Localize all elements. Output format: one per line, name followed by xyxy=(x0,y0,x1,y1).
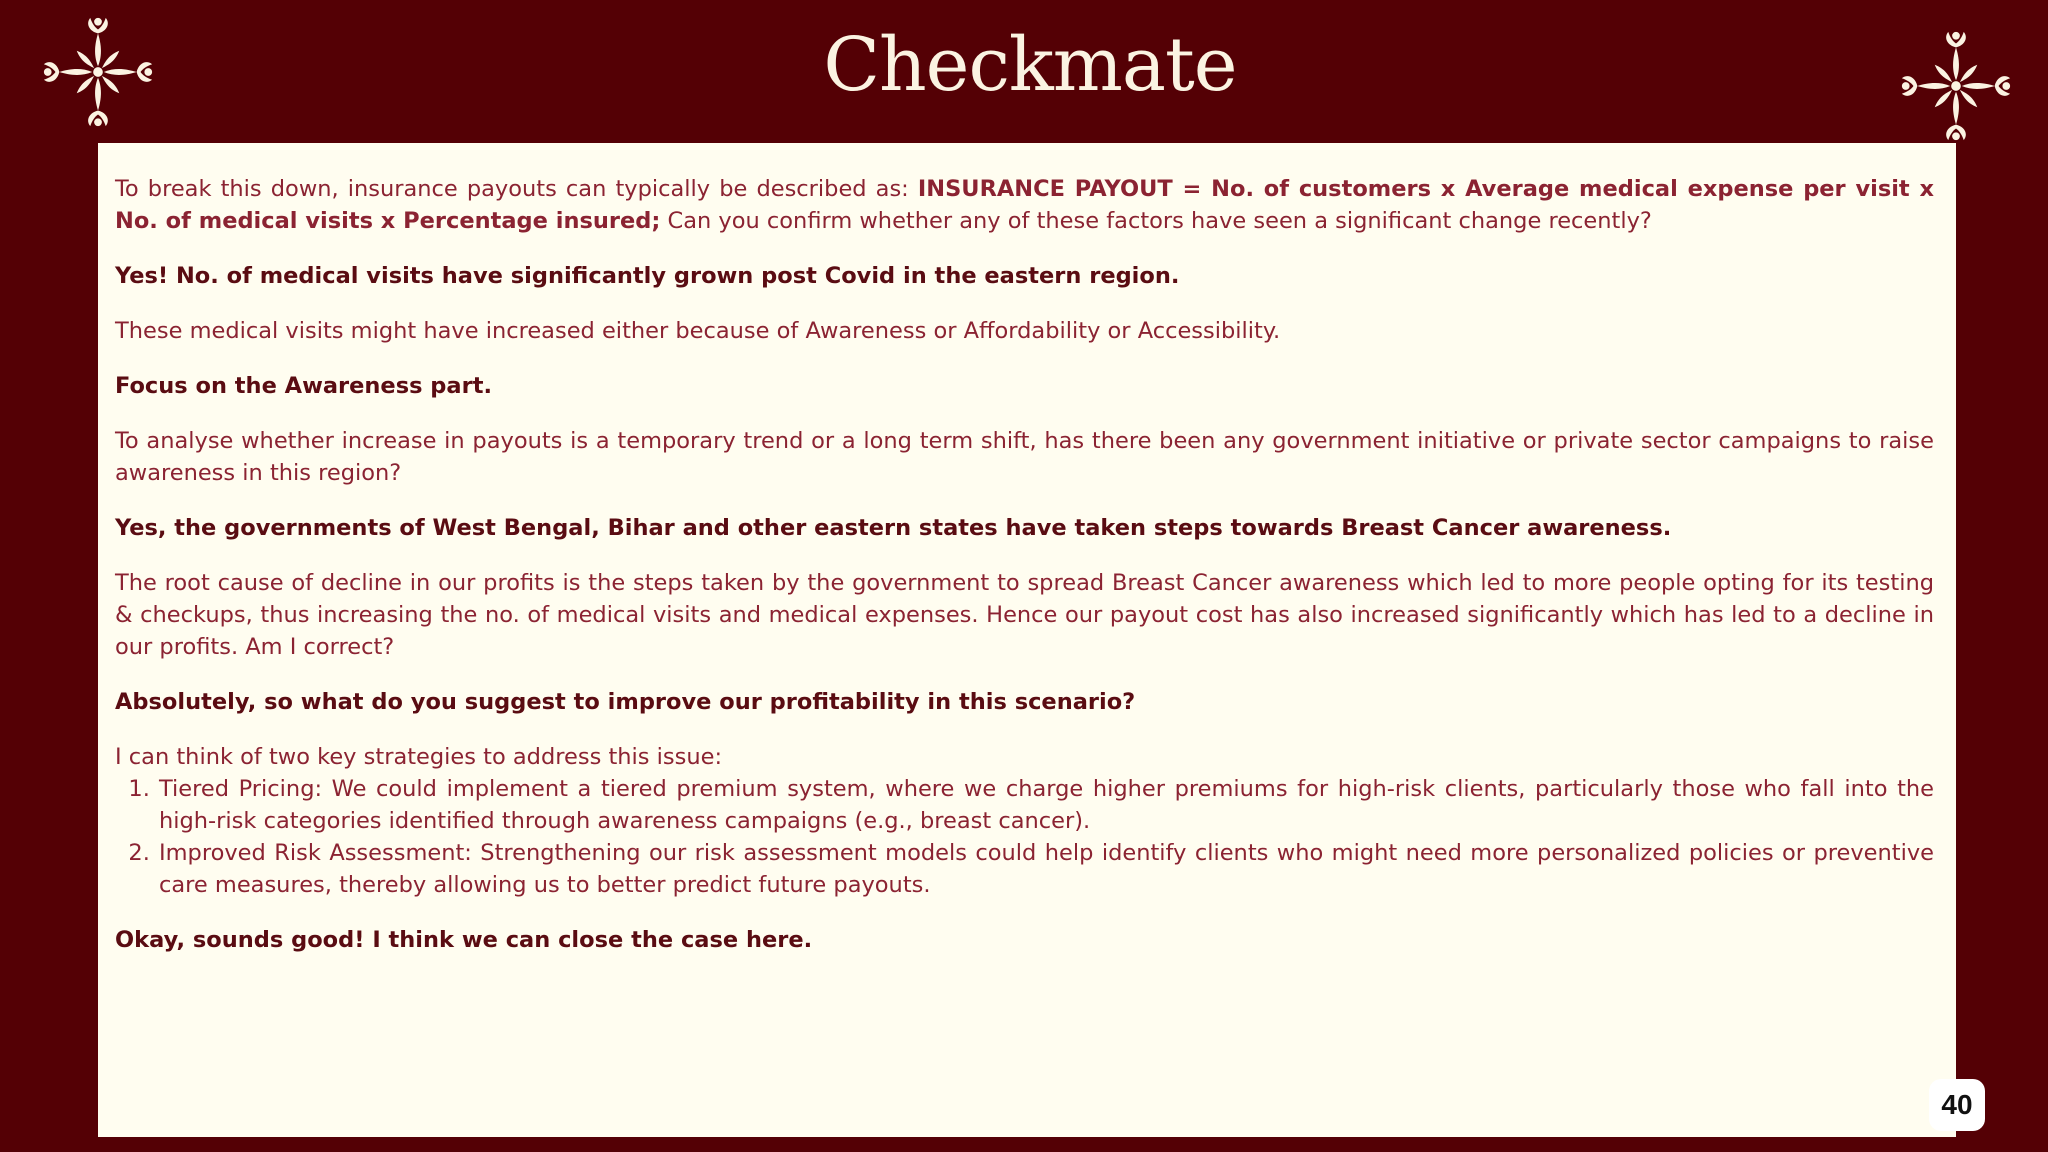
root-cause-paragraph: The root cause of decline in our profits is the steps taken by the government to spread Breast Cancer awareness which led to more people opting for its testing & checkups, thus increasing the no. of medical visits and medical expenses. Hence our payout cost has also increased significantly which has led to a decline in our profits. Am I correct? xyxy=(115,570,1934,660)
strategies-block xyxy=(115,741,1934,901)
list-item: 2. Improved Risk Assessment: Strengthening our risk assessment models could help identify clients who might need more personalized policies or preventive care measures, thereby allowing us to better predict future payouts. xyxy=(157,837,1934,901)
fleur-star-ornament-icon xyxy=(1898,28,2014,144)
formula-text: INSURANCE PAYOUT = No. of customers x Average medical expense per visit x No. of medical visits x Percentage insured; xyxy=(115,176,1934,234)
page-number-badge: 40 xyxy=(1929,1079,1985,1131)
paragraph-three-a: These medical visits might have increased either because of Awareness or Affordability or Accessibility. xyxy=(115,318,1281,344)
question-profitability: Absolutely, so what do you suggest to improve our profitability in this scenario? xyxy=(115,689,1136,715)
answer-medical-visits: Yes! No. of medical visits have significantly grown post Covid in the eastern region. xyxy=(115,263,1180,289)
formula-intro: To break this down, insurance payouts can typically be described as: xyxy=(115,176,918,202)
closing-answer: Okay, sounds good! I think we can close the case here. xyxy=(115,927,813,953)
question-payout-formula xyxy=(115,173,1934,237)
answer-awareness: Focus on the Awareness part. xyxy=(115,373,492,399)
content-panel xyxy=(98,143,1956,1137)
list-item: 1. Tiered Pricing: We could implement a tiered premium system, where we charge higher premiums for high-risk clients, particularly those who fall into the high-risk categories identified through awareness campaigns (e.g., breast cancer). xyxy=(157,773,1934,837)
page-title: Checkmate xyxy=(823,22,1237,108)
strategies-intro: I can think of two key strategies to address this issue: xyxy=(115,744,723,770)
answer-breast-cancer: Yes, the governments of West Bengal, Bihar and other eastern states have taken steps towards Breast Cancer awareness. xyxy=(115,515,1672,541)
question-government-initiative: To analyse whether increase in payouts is a temporary trend or a long term shift, has there been any government initiative or private sector campaigns to raise awareness in this region? xyxy=(115,428,1934,486)
strategies-list xyxy=(115,773,1934,901)
formula-question: Can you confirm whether any of these factors have seen a significant change recently? xyxy=(660,208,1652,234)
